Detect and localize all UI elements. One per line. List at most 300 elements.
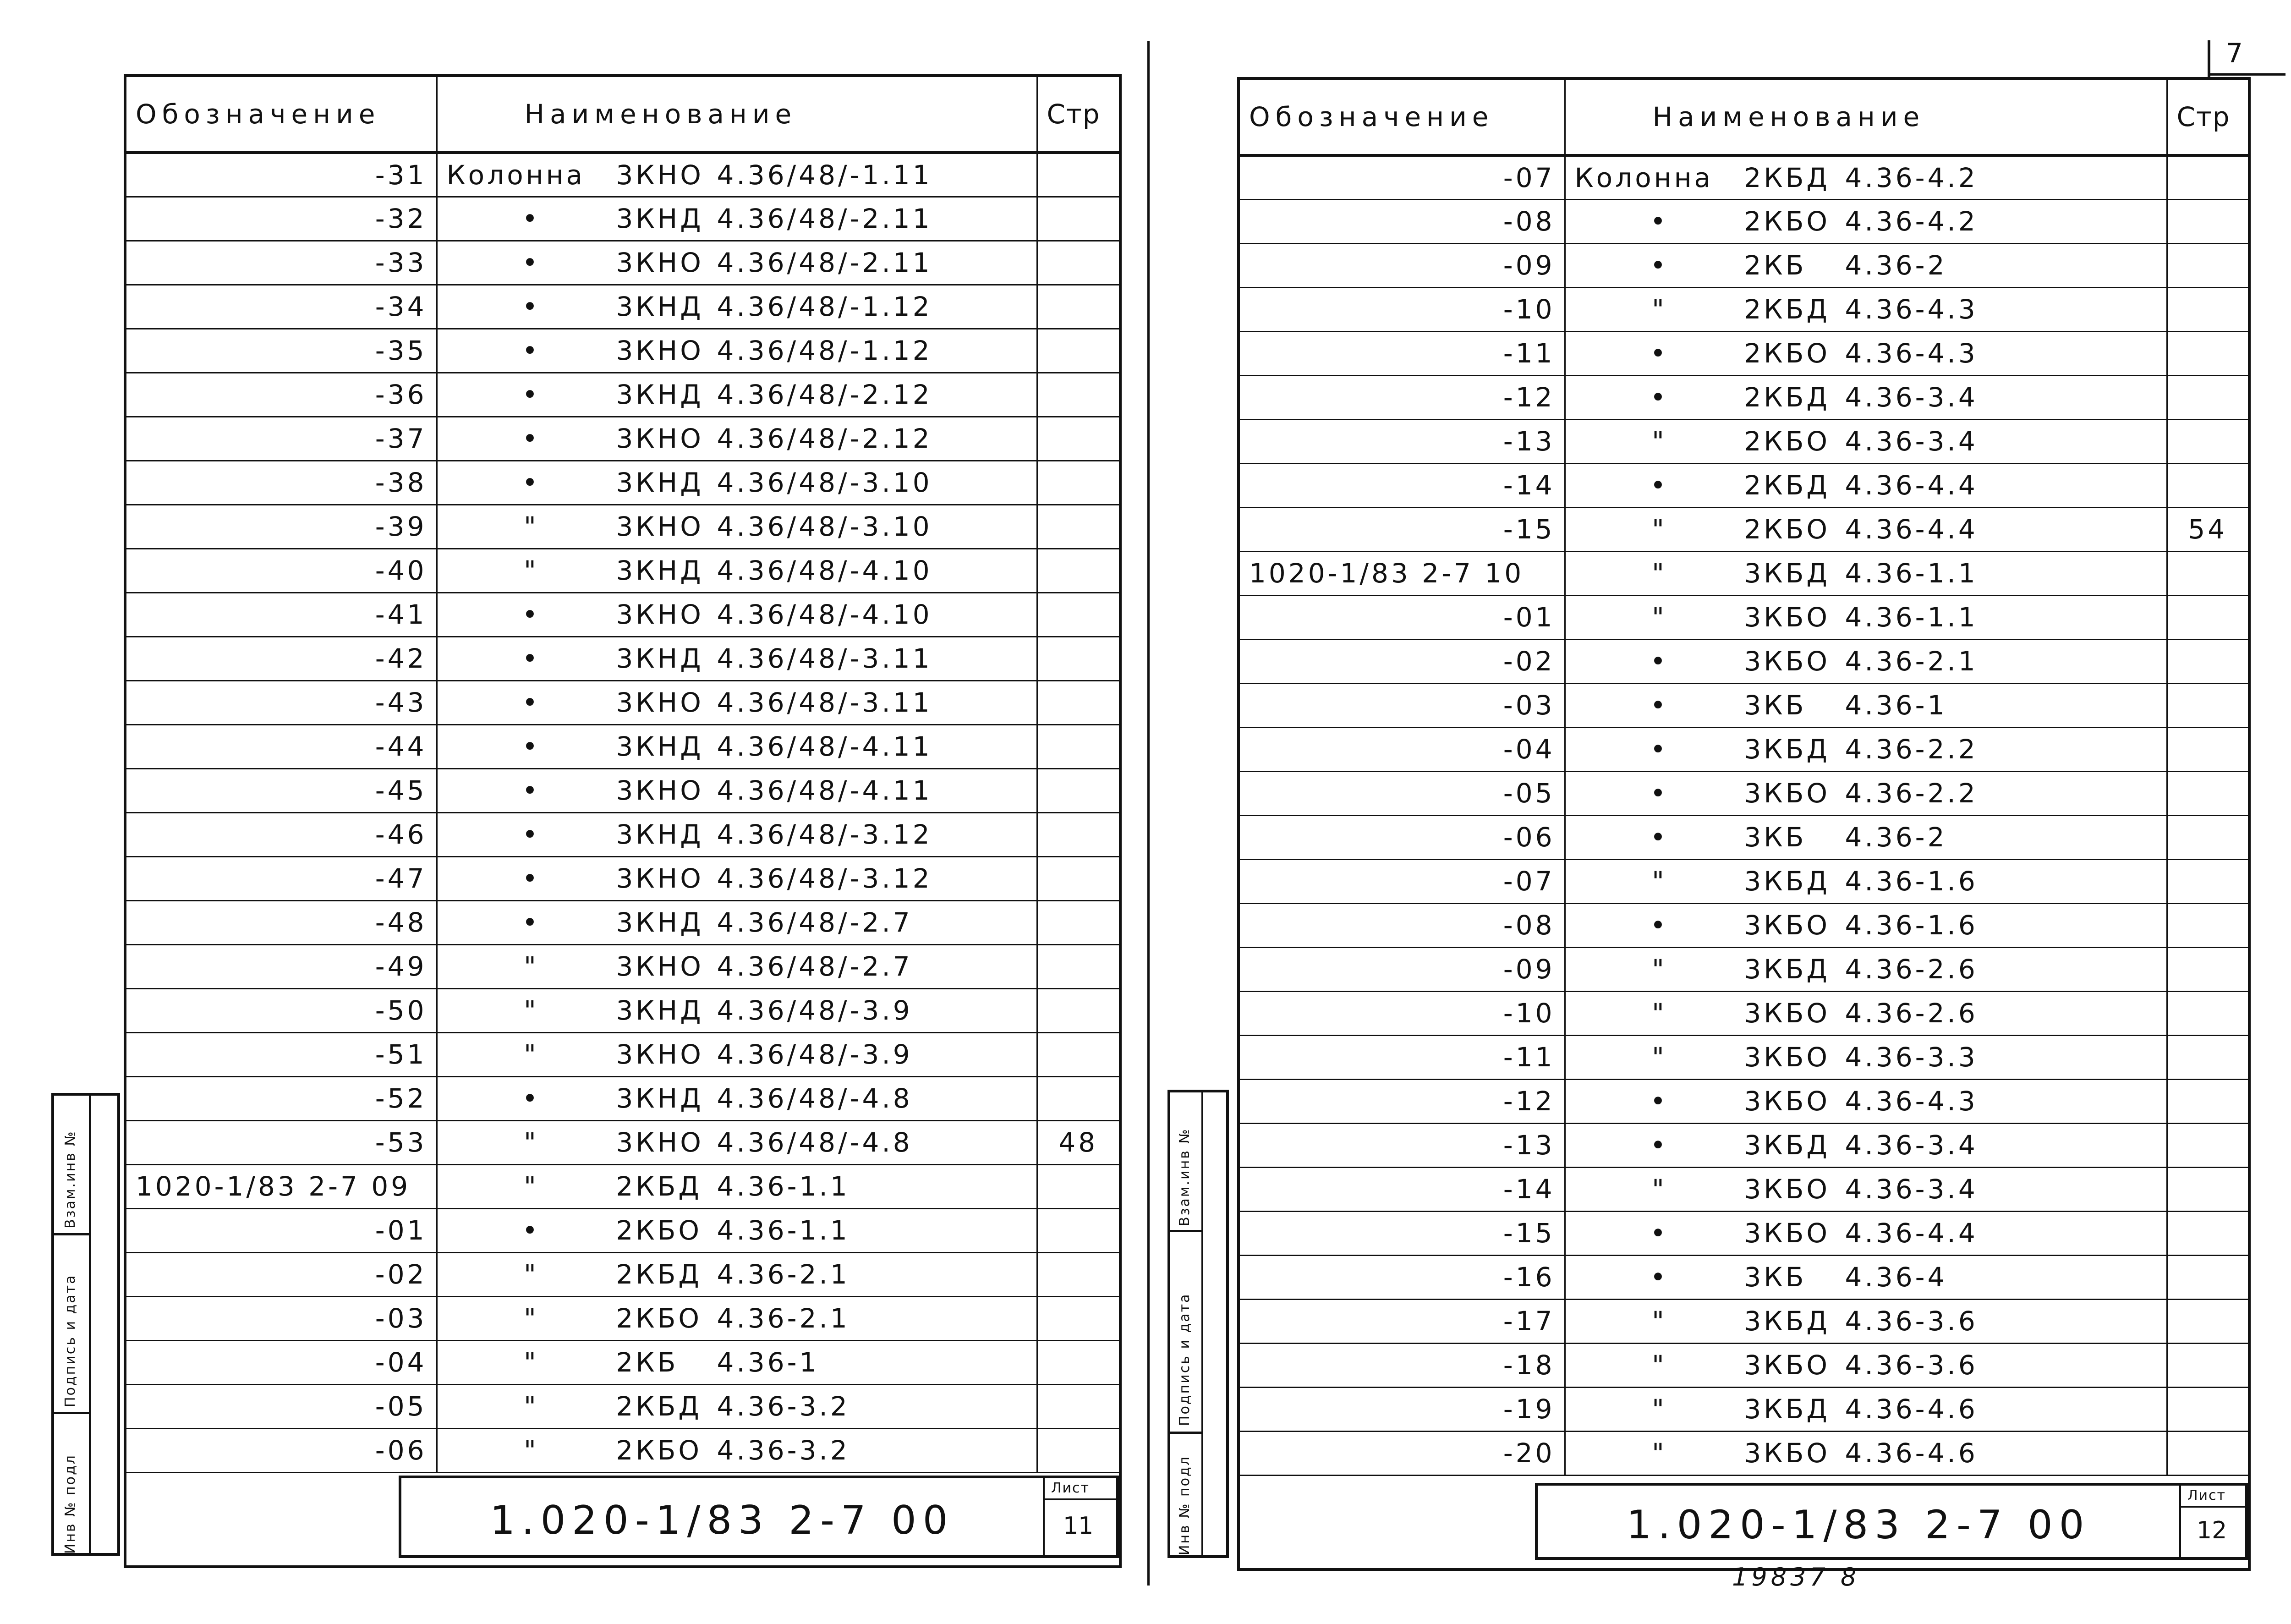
row-name — [437, 285, 1037, 329]
row-mark: 4.36-2.2 — [1845, 778, 1978, 809]
row-designation: -51 — [125, 1032, 437, 1076]
row-name — [1565, 507, 2167, 551]
row-name — [1565, 287, 2167, 331]
row-page — [2167, 639, 2249, 683]
row-mark: 4.36-2.2 — [1845, 734, 1978, 765]
row-item: " — [524, 1171, 539, 1202]
table-row — [1239, 947, 2249, 991]
row-type: 2КБ — [1744, 250, 1807, 281]
row-name — [437, 1032, 1037, 1076]
row-page — [1037, 285, 1120, 329]
row-item: " — [1652, 1306, 1667, 1337]
row-type: 3КНО — [616, 159, 704, 191]
row-designation: -14 — [1239, 1167, 1565, 1211]
row-name — [1565, 1299, 2167, 1343]
row-designation: -20 — [1239, 1431, 1565, 1475]
row-type: 3КНД — [616, 819, 704, 850]
row-type: 2КБД — [616, 1391, 702, 1422]
row-page — [2167, 331, 2249, 375]
left-side-label-sign: Подпись и дата — [62, 1274, 78, 1407]
row-name — [1565, 1167, 2167, 1211]
row-item: • — [1650, 1086, 1669, 1117]
row-page — [2167, 155, 2249, 199]
table-row — [1239, 771, 2249, 815]
row-mark: 4.36/48/-3.10 — [717, 467, 932, 498]
row-type: 3КНД — [616, 731, 704, 762]
row-item: " — [1652, 1174, 1667, 1205]
row-page: 48 — [1037, 1120, 1120, 1164]
row-name — [1565, 683, 2167, 727]
row-name — [437, 1296, 1037, 1340]
row-designation: -17 — [1239, 1299, 1565, 1343]
row-designation: -05 — [1239, 771, 1565, 815]
row-item: Колонна — [446, 159, 586, 191]
row-mark: 4.36-4.4 — [1845, 470, 1978, 501]
right-stamp-box — [1535, 1483, 2248, 1560]
row-designation: -50 — [125, 988, 437, 1032]
table-row — [125, 1164, 1120, 1208]
row-type: 3КНО — [616, 775, 704, 806]
table-row — [125, 636, 1120, 680]
row-designation: -04 — [1239, 727, 1565, 771]
row-name — [437, 241, 1037, 285]
row-page — [1037, 944, 1120, 988]
row-mark: 4.36-2.6 — [1845, 998, 1978, 1029]
row-item: " — [1652, 998, 1667, 1029]
row-name — [437, 1208, 1037, 1252]
row-page — [2167, 551, 2249, 595]
row-designation: -11 — [1239, 331, 1565, 375]
row-designation: -43 — [125, 680, 437, 724]
row-designation: -01 — [1239, 595, 1565, 639]
row-type: 3КБО — [1744, 1086, 1831, 1117]
row-type: 2КБО — [616, 1435, 702, 1466]
row-type: 2КБО — [616, 1215, 702, 1246]
row-designation: -19 — [1239, 1387, 1565, 1431]
row-name — [437, 1384, 1037, 1428]
table-row — [125, 197, 1120, 241]
row-mark: 4.36-1.6 — [1845, 866, 1978, 897]
table-row — [1239, 507, 2249, 551]
row-mark: 4.36-2.1 — [1845, 646, 1978, 677]
row-designation: -48 — [125, 900, 437, 944]
row-mark: 4.36-3.4 — [1845, 382, 1978, 413]
row-designation: -46 — [125, 812, 437, 856]
row-designation: -02 — [1239, 639, 1565, 683]
header-page: Стр — [1037, 76, 1120, 153]
row-name — [1565, 1255, 2167, 1299]
row-designation: -06 — [1239, 815, 1565, 859]
row-page — [1037, 1076, 1120, 1120]
row-item: • — [522, 291, 541, 322]
right-side-label-vzam: Взам.инв № — [1177, 1128, 1193, 1226]
row-type: 3КБД — [1744, 1306, 1830, 1337]
row-page — [2167, 1255, 2249, 1299]
row-type: 3КБО — [1744, 646, 1831, 677]
row-mark: 4.36-3.2 — [717, 1435, 850, 1466]
right-stamp-code: 1.020-1/83 2-7 00 — [1626, 1502, 2091, 1548]
table-row — [1239, 463, 2249, 507]
row-designation: -07 — [1239, 155, 1565, 199]
table-row — [1239, 1167, 2249, 1211]
row-mark: 4.36-3.2 — [717, 1391, 850, 1422]
row-page — [1037, 988, 1120, 1032]
left-sheet-number: 11 — [1063, 1512, 1094, 1540]
row-type: 3КНО — [616, 599, 704, 630]
row-item: " — [524, 951, 539, 982]
row-mark: 4.36/48/-4.8 — [717, 1083, 913, 1114]
table-row — [125, 812, 1120, 856]
row-page — [1037, 636, 1120, 680]
row-item: • — [522, 1215, 541, 1246]
table-row — [1239, 1035, 2249, 1079]
row-type: 3КБ — [1744, 690, 1807, 721]
row-name — [437, 768, 1037, 812]
row-mark: 4.36-3.4 — [1845, 426, 1978, 457]
row-type: 3КНО — [616, 423, 704, 454]
table-row — [1239, 1255, 2249, 1299]
row-item: " — [1652, 1350, 1667, 1381]
header-page: Стр — [2167, 78, 2249, 155]
row-page — [2167, 1123, 2249, 1167]
row-designation: -49 — [125, 944, 437, 988]
row-item: " — [524, 1391, 539, 1422]
row-mark: 4.36-1 — [1845, 690, 1947, 721]
row-item: " — [1652, 426, 1667, 457]
right-side-strip — [1167, 1090, 1229, 1558]
table-row — [1239, 243, 2249, 287]
row-type: 3КБО — [1744, 1218, 1831, 1249]
table-row — [125, 768, 1120, 812]
row-designation: -31 — [125, 153, 437, 197]
row-name — [437, 593, 1037, 636]
row-item: • — [1650, 206, 1669, 237]
row-name — [1565, 419, 2167, 463]
row-type: 3КНД — [616, 379, 704, 410]
row-item: " — [524, 1039, 539, 1070]
archive-number: 19837 8 — [1732, 1563, 1860, 1591]
row-type: 3КНО — [616, 863, 704, 894]
row-item: • — [522, 775, 541, 806]
table-row — [125, 373, 1120, 417]
row-type: 3КНД — [616, 643, 704, 674]
row-item: " — [524, 995, 539, 1026]
row-page — [1037, 1252, 1120, 1296]
row-mark: 4.36/48/-2.11 — [717, 203, 932, 234]
row-designation: -02 — [125, 1252, 437, 1296]
right-rows — [1239, 155, 2249, 1475]
row-item: • — [1650, 470, 1669, 501]
row-mark: 4.36-4.2 — [1845, 206, 1978, 237]
row-mark: 4.36/48/-1.12 — [717, 335, 932, 366]
table-row — [1239, 1387, 2249, 1431]
table-row — [1239, 1343, 2249, 1387]
row-page — [2167, 419, 2249, 463]
row-name — [437, 549, 1037, 593]
row-page — [1037, 724, 1120, 768]
row-mark: 4.36/48/-4.8 — [717, 1127, 913, 1158]
row-mark: 4.36/48/-3.9 — [717, 1039, 913, 1070]
row-name — [1565, 771, 2167, 815]
row-type: 3КБД — [1744, 1130, 1830, 1161]
row-mark: 4.36-1 — [717, 1347, 819, 1378]
table-row — [1239, 551, 2249, 595]
row-name — [437, 373, 1037, 417]
row-page — [2167, 859, 2249, 903]
row-item: " — [1652, 866, 1667, 897]
row-mark: 4.36-2 — [1845, 250, 1947, 281]
row-mark: 4.36-1.6 — [1845, 910, 1978, 941]
row-item: " — [524, 1303, 539, 1334]
row-mark: 4.36-4.2 — [1845, 162, 1978, 193]
row-name — [1565, 1035, 2167, 1079]
row-mark: 4.36/48/-2.7 — [717, 907, 913, 938]
row-mark: 4.36/48/-1.12 — [717, 291, 932, 322]
row-page — [2167, 463, 2249, 507]
left-sheet-label: Лист — [1051, 1480, 1090, 1496]
row-designation: -03 — [125, 1296, 437, 1340]
row-page — [1037, 768, 1120, 812]
table-row — [125, 944, 1120, 988]
row-page — [2167, 727, 2249, 771]
row-page — [1037, 812, 1120, 856]
row-page — [2167, 1079, 2249, 1123]
table-row — [125, 724, 1120, 768]
row-name — [1565, 727, 2167, 771]
row-mark: 4.36-4.3 — [1845, 338, 1978, 369]
left-side-cell-inv — [54, 1412, 89, 1414]
row-designation: -42 — [125, 636, 437, 680]
row-page — [1037, 900, 1120, 944]
row-type: 3КНД — [616, 467, 704, 498]
left-stamp-box — [399, 1476, 1119, 1558]
left-side-strip — [51, 1093, 120, 1556]
row-mark: 4.36/48/-2.12 — [717, 379, 932, 410]
row-name — [1565, 1123, 2167, 1167]
row-name — [437, 1164, 1037, 1208]
table-row — [125, 680, 1120, 724]
table-row — [125, 1252, 1120, 1296]
row-name — [1565, 199, 2167, 243]
row-type: 3КБО — [1744, 910, 1831, 941]
row-name — [437, 944, 1037, 988]
row-page — [2167, 1167, 2249, 1211]
row-designation: -10 — [1239, 991, 1565, 1035]
row-page — [1037, 241, 1120, 285]
row-type: 3КНД — [616, 555, 704, 586]
row-mark: 4.36-3.4 — [1845, 1174, 1978, 1205]
row-mark: 4.36-4.3 — [1845, 294, 1978, 325]
table-row — [125, 856, 1120, 900]
row-item: " — [524, 1347, 539, 1378]
table-row — [1239, 991, 2249, 1035]
row-designation: -36 — [125, 373, 437, 417]
table-row — [1239, 1123, 2249, 1167]
table-row — [1239, 1079, 2249, 1123]
row-designation: -08 — [1239, 199, 1565, 243]
row-page — [2167, 1035, 2249, 1079]
row-type: 3КБО — [1744, 1437, 1831, 1469]
row-designation: -33 — [125, 241, 437, 285]
table-row — [125, 900, 1120, 944]
row-type: 3КНО — [616, 1127, 704, 1158]
row-name — [437, 812, 1037, 856]
table-row — [125, 1384, 1120, 1428]
center-divider — [1147, 41, 1150, 1586]
row-name — [1565, 375, 2167, 419]
page-number: 7 — [2226, 38, 2243, 69]
row-mark: 4.36/48/-3.12 — [717, 819, 932, 850]
row-type: 2КБО — [1744, 426, 1831, 457]
table-row — [1239, 1299, 2249, 1343]
row-mark: 4.36/48/-3.12 — [717, 863, 932, 894]
row-item: " — [524, 511, 539, 542]
row-type: 2КБД — [1744, 382, 1830, 413]
row-page — [1037, 1340, 1120, 1384]
row-designation: -10 — [1239, 287, 1565, 331]
row-page — [1037, 373, 1120, 417]
table-row — [1239, 595, 2249, 639]
row-mark: 4.36-3.3 — [1845, 1042, 1978, 1073]
table-row — [1239, 815, 2249, 859]
row-designation: -14 — [1239, 463, 1565, 507]
row-mark: 4.36/48/-3.10 — [717, 511, 932, 542]
row-page — [1037, 1384, 1120, 1428]
row-item: " — [1652, 514, 1667, 545]
left-spec-table — [124, 74, 1122, 1568]
row-mark: 4.36/48/-3.11 — [717, 643, 932, 674]
row-type: 2КБ — [616, 1347, 679, 1378]
row-mark: 4.36/48/-3.11 — [717, 687, 932, 718]
row-item: " — [1652, 558, 1667, 589]
row-name — [437, 153, 1037, 197]
table-row — [125, 1032, 1120, 1076]
row-type: 3КБ — [1744, 822, 1807, 853]
row-mark: 4.36-3.6 — [1845, 1350, 1978, 1381]
row-item: " — [1652, 602, 1667, 633]
header-designation: Обозначение — [1239, 78, 1565, 155]
row-page — [1037, 329, 1120, 373]
table-row — [1239, 375, 2249, 419]
row-type: 3КБО — [1744, 778, 1831, 809]
row-mark: 4.36-1.1 — [1845, 602, 1978, 633]
row-name — [437, 1076, 1037, 1120]
row-type: 2КБД — [1744, 470, 1830, 501]
row-type: 3КБД — [1744, 1394, 1830, 1425]
row-designation: -41 — [125, 593, 437, 636]
table-row — [1239, 1211, 2249, 1255]
row-page — [2167, 947, 2249, 991]
row-name — [437, 1428, 1037, 1472]
row-mark: 4.36/48/-4.10 — [717, 555, 932, 586]
row-item: • — [522, 687, 541, 718]
row-name — [1565, 463, 2167, 507]
table-row — [125, 1340, 1120, 1384]
row-item: " — [524, 555, 539, 586]
row-page — [1037, 593, 1120, 636]
row-mark: 4.36/48/-3.9 — [717, 995, 913, 1026]
right-spec-table — [1237, 77, 2251, 1571]
row-designation: -12 — [1239, 375, 1565, 419]
row-item: • — [1650, 822, 1669, 853]
table-row — [1239, 859, 2249, 903]
row-type: 2КБО — [1744, 338, 1831, 369]
row-name — [1565, 859, 2167, 903]
row-mark: 4.36-4.4 — [1845, 1218, 1978, 1249]
row-item: • — [1650, 910, 1669, 941]
row-name — [437, 856, 1037, 900]
row-designation: -16 — [1239, 1255, 1565, 1299]
row-page — [2167, 199, 2249, 243]
row-mark: 4.36-4.4 — [1845, 514, 1978, 545]
row-name — [1565, 595, 2167, 639]
row-designation: -44 — [125, 724, 437, 768]
table-row — [125, 285, 1120, 329]
table-row — [1239, 1431, 2249, 1475]
row-name — [437, 1120, 1037, 1164]
row-item: • — [1650, 338, 1669, 369]
row-type: 3КБО — [1744, 1350, 1831, 1381]
row-item: • — [1650, 250, 1669, 281]
row-page — [2167, 243, 2249, 287]
row-name — [1565, 1387, 2167, 1431]
row-item: • — [522, 599, 541, 630]
row-designation: -34 — [125, 285, 437, 329]
row-mark: 4.36-2.6 — [1845, 954, 1978, 985]
row-item: • — [1650, 646, 1669, 677]
row-name — [1565, 1431, 2167, 1475]
row-type: 3КНО — [616, 1039, 704, 1070]
row-mark: 4.36-2.1 — [717, 1303, 850, 1334]
row-designation: -11 — [1239, 1035, 1565, 1079]
row-page — [2167, 815, 2249, 859]
row-name — [1565, 947, 2167, 991]
row-type: 3КНО — [616, 951, 704, 982]
row-item: " — [1652, 1437, 1667, 1469]
row-designation: -40 — [125, 549, 437, 593]
row-mark: 4.36-4.6 — [1845, 1437, 1978, 1469]
row-mark: 4.36-1.1 — [1845, 558, 1978, 589]
row-designation: -06 — [125, 1428, 437, 1472]
row-type: 2КБД — [616, 1171, 702, 1202]
row-name — [1565, 903, 2167, 947]
row-page — [2167, 595, 2249, 639]
row-item: • — [522, 731, 541, 762]
table-row — [1239, 727, 2249, 771]
row-designation: -15 — [1239, 1211, 1565, 1255]
row-page — [1037, 680, 1120, 724]
right-sheet-cell — [2179, 1486, 2248, 1557]
row-designation: -13 — [1239, 419, 1565, 463]
table-row — [1239, 419, 2249, 463]
row-designation: -45 — [125, 768, 437, 812]
row-mark: 4.36-1.1 — [717, 1171, 850, 1202]
row-mark: 4.36/48/-2.12 — [717, 423, 932, 454]
row-item: • — [522, 379, 541, 410]
row-page — [1037, 461, 1120, 505]
row-item: Колонна — [1574, 162, 1714, 193]
row-designation: -03 — [1239, 683, 1565, 727]
row-type: 3КБО — [1744, 602, 1831, 633]
table-row — [1239, 155, 2249, 199]
row-designation: -35 — [125, 329, 437, 373]
row-type: 3КБО — [1744, 1174, 1831, 1205]
row-name — [437, 636, 1037, 680]
row-item: • — [1650, 1218, 1669, 1249]
row-mark: 4.36-3.4 — [1845, 1130, 1978, 1161]
right-sheet-number: 12 — [2197, 1517, 2227, 1544]
table-row — [125, 241, 1120, 285]
